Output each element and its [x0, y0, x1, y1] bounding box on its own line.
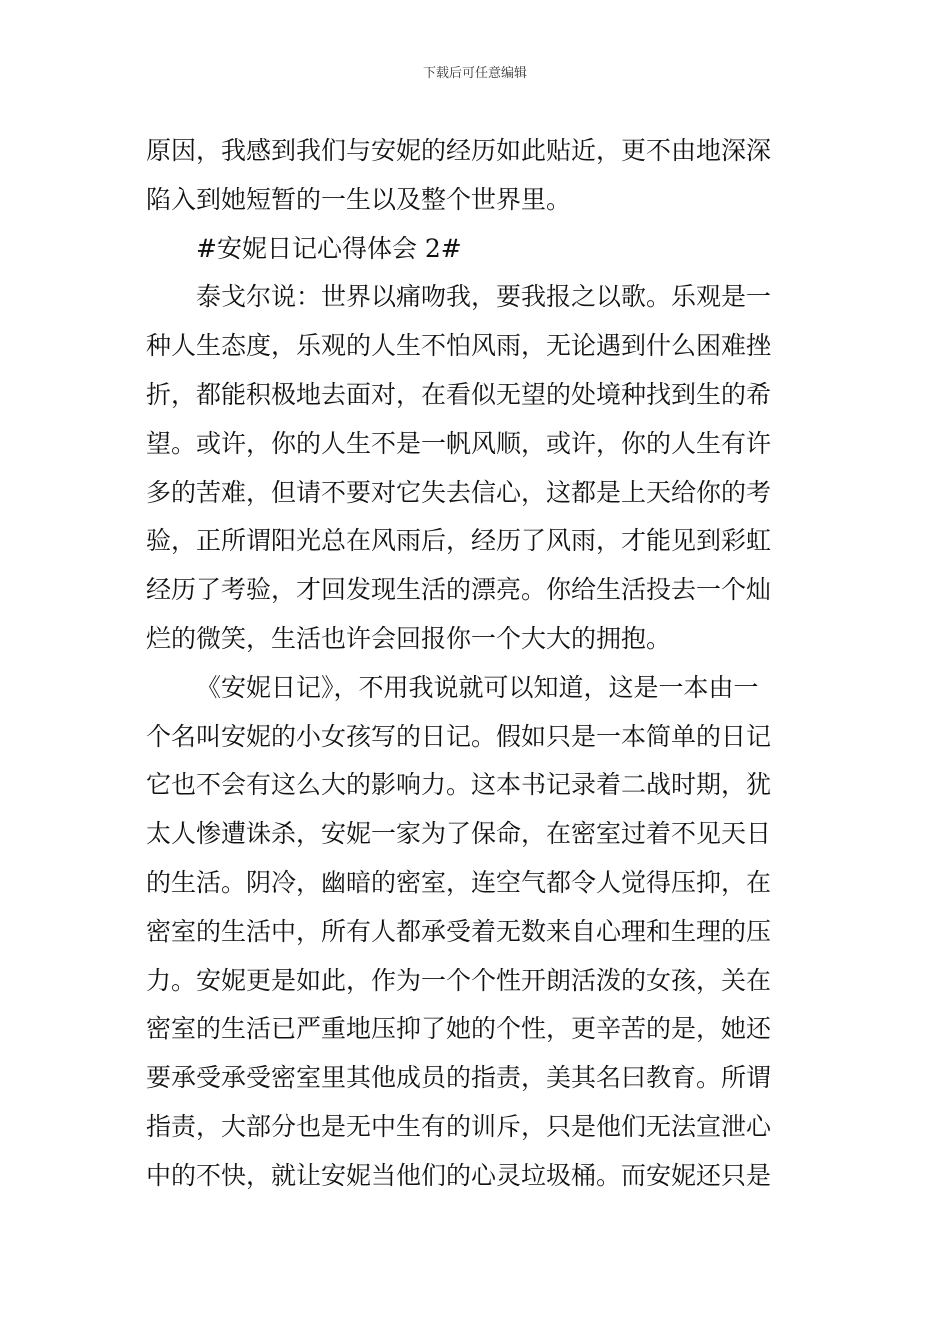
text-line: 经历了考验，才回发现生活的漂亮。你给生活投去一个灿 — [146, 575, 772, 605]
text-line: 验，正所谓阳光总在风雨后，经历了风雨，才能见到彩虹 — [146, 526, 772, 556]
text-line: 《安妮日记》，不用我说就可以知道，这是一本由一 — [196, 672, 759, 702]
text-line: 的生活。阴冷，幽暗的密室，连空气都令人觉得压抑，在 — [146, 867, 772, 897]
text-line: 要承受承受密室里其他成员的指责，美其名曰教育。所谓 — [146, 1063, 772, 1093]
text-line: 它也不会有这么大的影响力。这本书记录着二战时期，犹 — [146, 770, 772, 800]
text-line: 密室的生活中，所有人都承受着无数来自心理和生理的压 — [146, 916, 772, 946]
document-body — [146, 127, 808, 1201]
text-line: 多的苦难，但请不要对它失去信心，这都是上天给你的考 — [146, 477, 772, 507]
paragraph — [146, 664, 808, 1201]
text-line: 泰戈尔说：世界以痛吻我，要我报之以歌。乐观是一 — [196, 282, 772, 312]
text-line: 折，都能积极地去面对，在看似无望的处境种找到生的希 — [146, 379, 772, 409]
text-line: 太人惨遭诛杀，安妮一家为了保命，在密室过着不见天日 — [146, 819, 772, 849]
section-heading — [146, 225, 808, 274]
text-line: 陷入到她短暂的一生以及整个世界里。 — [146, 184, 572, 214]
text-line: 密室的生活已严重地压抑了她的个性，更辛苦的是，她还 — [146, 1014, 772, 1044]
paragraph — [146, 273, 808, 663]
text-line: 烂的微笑，生活也许会回报你一个大大的拥抱。 — [146, 623, 672, 653]
text-line: 力。安妮更是如此，作为一个个性开朗活泼的女孩，关在 — [146, 965, 772, 995]
text-line: 原因，我感到我们与安妮的经历如此贴近，更不由地深深 — [146, 136, 772, 165]
page-header: 下载后可任意编辑 — [422, 66, 527, 81]
text-line: 望。或许，你的人生不是一帆风顺，或许，你的人生有许 — [146, 428, 772, 458]
text-line: 个名叫安妮的小女孩写的日记。假如只是一本简单的日记 — [146, 721, 772, 751]
text-line: 种人生态度，乐观的人生不怕风雨，无论遇到什么困难挫 — [146, 331, 772, 361]
paragraph — [146, 127, 808, 225]
text-line: 指责，大部分也是无中生有的训斥，只是他们无法宣泄心 — [146, 1111, 772, 1141]
heading-line: #安妮日记心得体会 2# — [196, 233, 462, 263]
text-line: 中的不快，就让安妮当他们的心灵垃圾桶。而安妮还只是 — [146, 1160, 772, 1190]
